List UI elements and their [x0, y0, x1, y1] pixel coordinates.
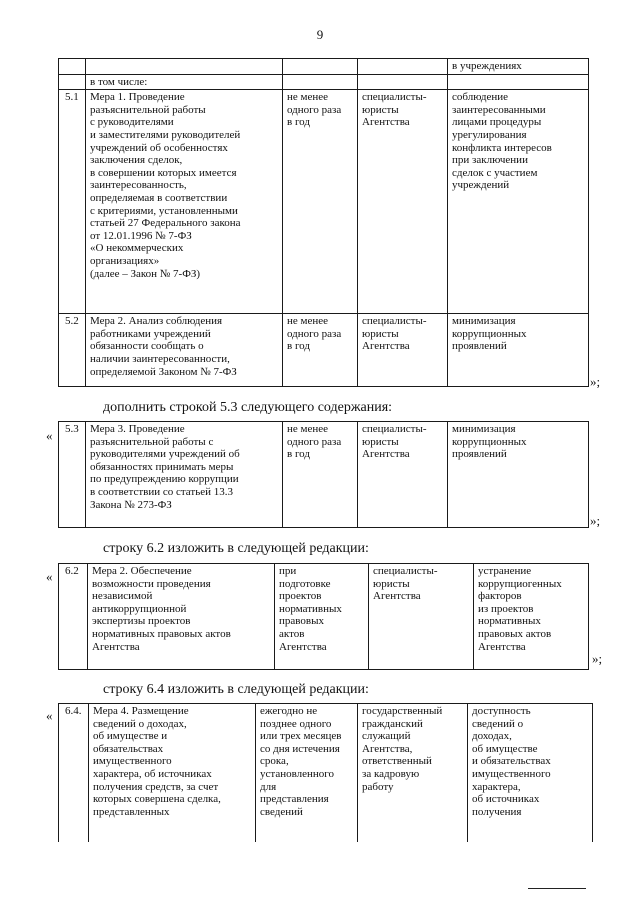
result-cell: устранение коррупциогенных факторов из проектов нормативных правовых актов Агентства	[474, 564, 589, 670]
measure-cell: Мера 3. Проведение разъяснительной работы с руководителями учреждений об обязанностях принимать меры по предупреждению коррупции в соответствии со статьей 13.3 Закона № 273-ФЗ	[86, 422, 283, 528]
section-heading-6-4: строку 6.4 изложить в следующей редакции:	[103, 682, 369, 697]
measure-cell: Мера 4. Размещение сведений о доходах, об имуществе и обязательствах имущественного характера, об источниках получения средств, за счет которых совершена сделка, представленных	[89, 704, 256, 842]
executor-cell: специалисты- юристы Агентства	[358, 90, 448, 314]
table-cell	[283, 74, 358, 90]
measure-table-5-3	[58, 421, 589, 528]
executor-cell: специалисты- юристы Агентства	[369, 564, 474, 670]
result-cell: минимизация коррупционных проявлений	[448, 422, 589, 528]
row-number: 5.1	[59, 90, 86, 314]
table-row	[59, 74, 589, 90]
row-number: 6.2	[59, 564, 88, 670]
section-heading-5-3: дополнить строкой 5.3 следующего содержания:	[103, 400, 393, 415]
row-number: 5.2	[59, 314, 86, 387]
executor-cell: государственный гражданский служащий Агентства, ответственный за кадровую работу	[358, 704, 468, 842]
table-row	[59, 90, 589, 314]
table-cell	[59, 74, 86, 90]
table-cell	[448, 74, 589, 90]
table-row	[59, 59, 589, 75]
measure-cell: Мера 2. Анализ соблюдения работниками учреждений обязанности сообщать о наличии заинтересованности, определяемой Законом № 7-ФЗ	[86, 314, 283, 387]
result-cell: соблюдение заинтересованными лицами процедуры урегулирования конфликта интересов при заключении сделок с участием учреждений	[448, 90, 589, 314]
executor-cell: специалисты- юристы Агентства	[358, 422, 448, 528]
measure-cell: Мера 2. Обеспечение возможности проведения независимой антикоррупционной экспертизы проектов нормативных правовых актов Агентства	[88, 564, 275, 670]
table-cell	[283, 59, 358, 75]
result-cell: минимизация коррупционных проявлений	[448, 314, 589, 387]
term-cell: не менее одного раза в год	[283, 422, 358, 528]
closing-quote: »;	[590, 374, 601, 389]
table-cell: в том числе:	[86, 74, 283, 90]
term-cell: не менее одного раза в год	[283, 314, 358, 387]
opening-quote: «	[46, 428, 53, 443]
table-cell: в учреждениях	[448, 59, 589, 75]
measure-table-6-4	[58, 703, 593, 842]
measure-cell: Мера 1. Проведение разъяснительной работы с руководителями и заместителями руководителей учреждений об особенностях заключения сделок, в совершении которых имеется заинтересованность, определяемая в соответствии с критериями, установленными статьей 27 Федерального закона от 12.01.1996 № 7-ФЗ «О некоммерческих организациях» (далее – Закон № 7-ФЗ)	[86, 90, 283, 314]
table-cell	[358, 59, 448, 75]
table-cell	[358, 74, 448, 90]
row-number: 6.4.	[59, 704, 89, 842]
row-number: 5.3	[59, 422, 86, 528]
table-row	[59, 564, 589, 670]
opening-quote: «	[46, 708, 53, 723]
term-cell: при подготовке проектов нормативных правовых актов Агентства	[275, 564, 369, 670]
term-cell: не менее одного раза в год	[283, 90, 358, 314]
closing-quote: »;	[592, 651, 603, 666]
table-cell	[59, 59, 86, 75]
table-cell	[86, 59, 283, 75]
table-row	[59, 422, 589, 528]
measures-table-continuation	[58, 58, 589, 387]
term-cell: ежегодно не позднее одного или трех месяцев со дня истечения срока, установленного для представления сведений	[256, 704, 358, 842]
page-number: 9	[316, 27, 324, 42]
closing-quote: »;	[590, 513, 601, 528]
table-row	[59, 314, 589, 387]
opening-quote: «	[46, 569, 53, 584]
footer-rule	[528, 888, 586, 889]
table-row	[59, 704, 593, 842]
executor-cell: специалисты- юристы Агентства	[358, 314, 448, 387]
section-heading-6-2: строку 6.2 изложить в следующей редакции:	[103, 541, 369, 556]
measure-table-6-2	[58, 563, 589, 670]
result-cell: доступность сведений о доходах, об имуществе и обязательствах имущественного характера, об источниках получения	[468, 704, 593, 842]
